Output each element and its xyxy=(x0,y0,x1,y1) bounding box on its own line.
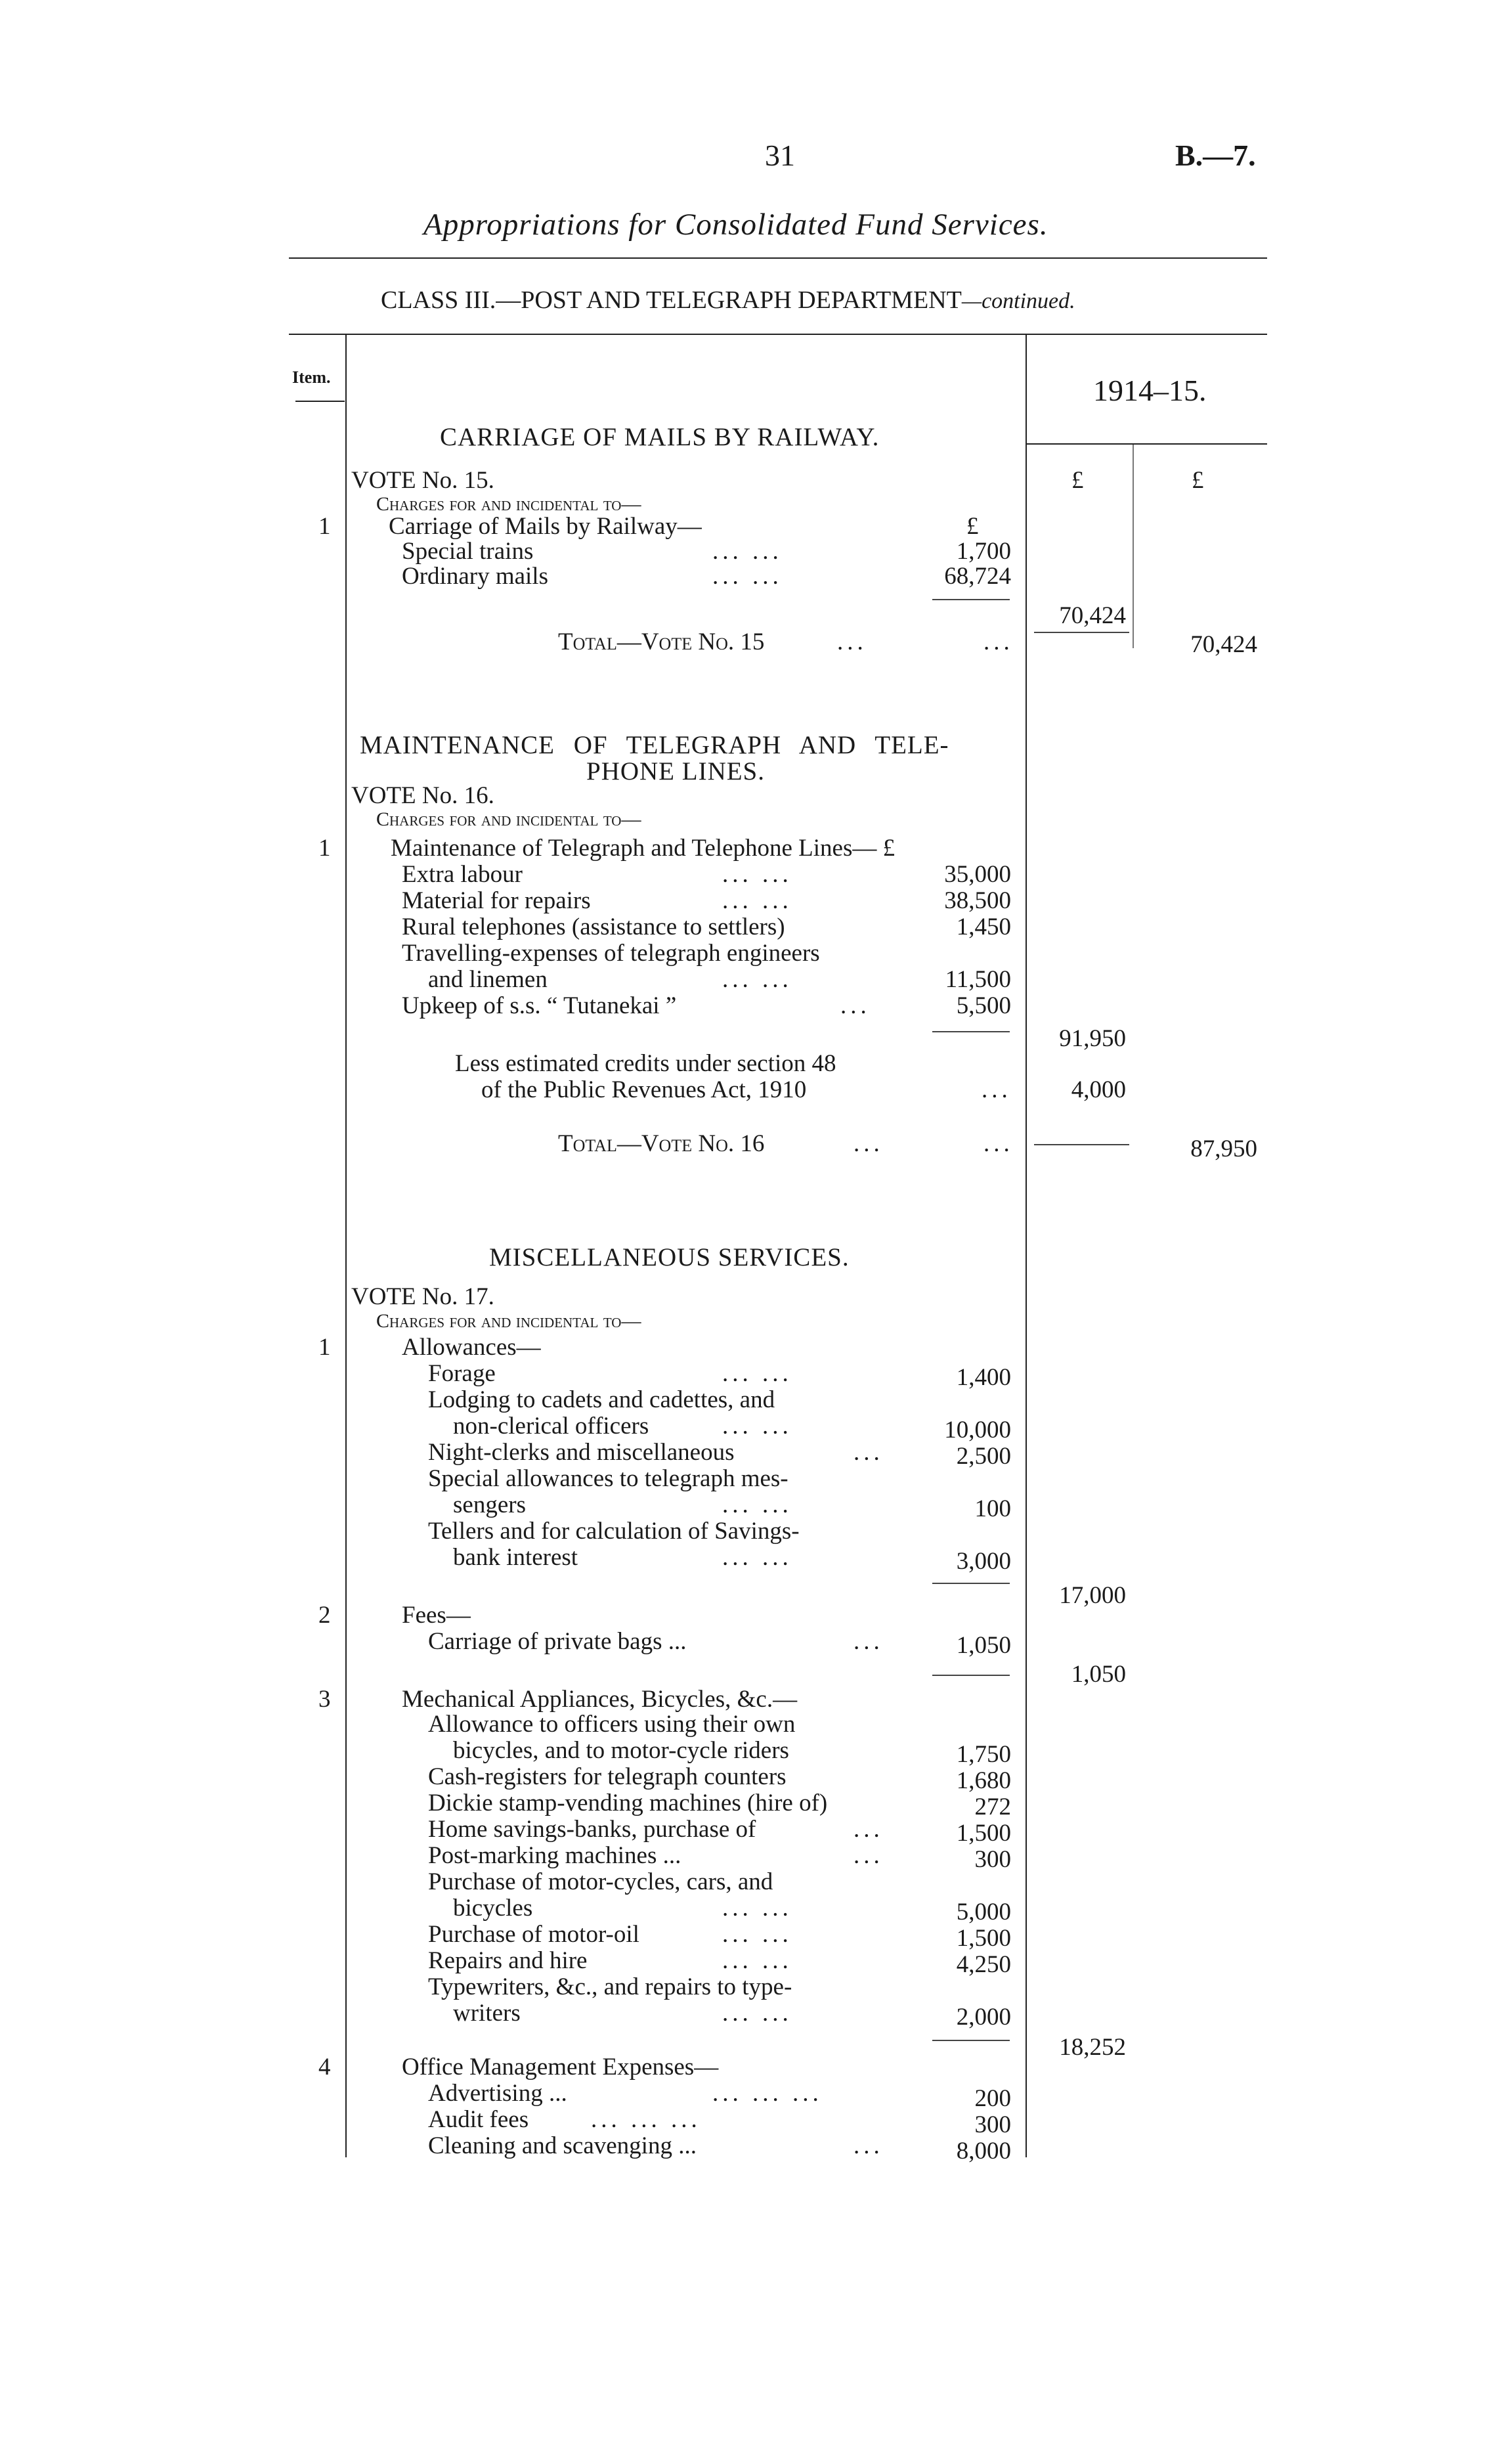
year-header-rule xyxy=(1027,443,1267,445)
vote17-forage-value: 1,400 xyxy=(956,1364,1011,1391)
vote17-motor-oil-value: 1,500 xyxy=(956,1925,1011,1952)
subtotal-rule xyxy=(932,1031,1010,1032)
vote17-heading: MISCELLANEOUS SERVICES. xyxy=(489,1243,850,1271)
leader-dots: ... xyxy=(837,628,867,655)
vote17-mech-total: 18,252 xyxy=(1059,2034,1126,2061)
vote17-cash-reg-value: 1,680 xyxy=(956,1767,1011,1794)
vote17-post-marking: Post-marking machines ... xyxy=(428,1842,681,1869)
vote17-allow-bikes-value: 1,750 xyxy=(956,1741,1011,1768)
year-subcolumn-divider xyxy=(1133,445,1134,648)
vote17-cleaning: Cleaning and scavenging ... xyxy=(428,2132,697,2159)
class-title-suffix: —continued. xyxy=(961,289,1075,313)
vote17-purchase-1: Purchase of motor-cycles, cars, and xyxy=(428,1868,773,1895)
leader-dots: ... xyxy=(983,1130,1014,1157)
vote17-charges: Charges for and incidental to— xyxy=(376,1310,641,1332)
vote17-tellers-2: bank interest xyxy=(453,1544,578,1571)
vote17-typewriters-value: 2,000 xyxy=(956,2004,1011,2031)
vote17-cash-reg: Cash-registers for telegraph counters xyxy=(428,1763,787,1790)
leader-dots: ... xyxy=(853,1816,884,1843)
subtotal-rule xyxy=(932,599,1010,600)
table-top-rule xyxy=(289,334,1267,335)
vote17-audit-value: 300 xyxy=(974,2111,1011,2138)
vote17-forage: Forage xyxy=(428,1360,496,1387)
item-column-divider xyxy=(345,335,347,2157)
leader-dots: ... ... xyxy=(722,861,792,888)
vote16-less-1: Less estimated credits under section 48 xyxy=(455,1050,836,1077)
vote16-upkeep-value: 5,500 xyxy=(956,992,1011,1019)
vote17-night-value: 2,500 xyxy=(956,1443,1011,1470)
vote17-lodging-1: Lodging to cadets and cadettes, and xyxy=(428,1386,775,1413)
leader-dots: ... ... xyxy=(722,1947,792,1974)
vote17-item2-no: 2 xyxy=(318,1602,331,1629)
vote17-advertising-value: 200 xyxy=(974,2085,1011,2112)
vote17-allowances-total: 17,000 xyxy=(1059,1582,1126,1609)
vote16-extra-labour-value: 35,000 xyxy=(944,861,1011,888)
vote17-private-bags: Carriage of private bags ... xyxy=(428,1628,687,1655)
vote15-total: 70,424 xyxy=(1190,631,1257,658)
vote16-rural: Rural telephones (assistance to settlers) xyxy=(402,913,785,940)
leader-dots: ... ... ... xyxy=(712,2080,823,2107)
vote15-ordinary-mails-value: 68,724 xyxy=(944,563,1011,590)
leader-dots: ... xyxy=(840,992,871,1019)
leader-dots: ... xyxy=(853,1130,884,1157)
item-header-rule xyxy=(295,401,345,402)
vote17-lodging-value: 10,000 xyxy=(944,1417,1011,1443)
vote16-material-value: 38,500 xyxy=(944,887,1011,914)
leader-dots: ... xyxy=(853,1628,884,1655)
vote16-heading-line2: PHONE LINES. xyxy=(586,757,765,785)
vote17-audit: Audit fees xyxy=(428,2106,529,2133)
vote17-night: Night-clerks and miscellaneous xyxy=(428,1439,735,1466)
vote16-less-2: of the Public Revenues Act, 1910 xyxy=(481,1076,807,1103)
vote17-post-marking-value: 300 xyxy=(974,1846,1011,1873)
vote17-advertising: Advertising ... xyxy=(428,2080,567,2107)
vote17-special-value: 100 xyxy=(974,1495,1011,1522)
leader-dots: ... xyxy=(983,628,1014,655)
vote16-less-value: 4,000 xyxy=(1071,1076,1126,1103)
vote17-cleaning-value: 8,000 xyxy=(956,2138,1011,2165)
page-number: 31 xyxy=(765,139,795,172)
vote17-lodging-2: non-clerical officers xyxy=(453,1413,649,1440)
subtotal-rule xyxy=(932,1675,1010,1676)
vote17-purchase-2: bicycles xyxy=(453,1895,533,1922)
vote15-currency: £ xyxy=(966,513,979,540)
vote15-number: VOTE No. 15. xyxy=(351,467,494,494)
vote16-heading-line1: MAINTENANCE OF TELEGRAPH AND TELE- xyxy=(360,731,949,759)
vote16-charges: Charges for and incidental to— xyxy=(376,808,641,830)
vote15-heading: CARRIAGE OF MAILS BY RAILWAY. xyxy=(440,423,880,451)
vote15-special-trains: Special trains xyxy=(402,538,534,565)
vote15-item-no: 1 xyxy=(318,513,331,540)
leader-dots: ... ... xyxy=(722,2000,792,2027)
vote17-repairs-value: 4,250 xyxy=(956,1951,1011,1978)
vote17-fees-total: 1,050 xyxy=(1071,1661,1126,1688)
leader-dots: ... xyxy=(982,1076,1012,1103)
subtotal-rule xyxy=(932,1583,1010,1584)
vote16-travelling-value: 11,500 xyxy=(945,966,1011,993)
vote17-number: VOTE No. 17. xyxy=(351,1283,494,1310)
vote17-dickie-value: 272 xyxy=(974,1794,1011,1820)
leader-dots: ... ... xyxy=(722,1921,792,1948)
vote17-item4-no: 4 xyxy=(318,2054,331,2080)
item-column-header: Item. xyxy=(292,368,331,387)
vote16-subtotal: 91,950 xyxy=(1059,1025,1126,1052)
vote17-home-savings: Home savings-banks, purchase of xyxy=(428,1816,756,1843)
leader-dots: ... ... xyxy=(712,563,783,590)
total-rule xyxy=(1034,632,1129,633)
document-reference: B.—7. xyxy=(1175,139,1256,172)
vote17-dickie: Dickie stamp-vending machines (hire of) xyxy=(428,1790,828,1816)
leader-dots: ... ... ... xyxy=(591,2106,701,2133)
subtotal-rule xyxy=(932,2040,1010,2041)
leader-dots: ... ... xyxy=(722,1413,792,1440)
vote17-motor-oil: Purchase of motor-oil xyxy=(428,1921,639,1948)
vote17-tellers-value: 3,000 xyxy=(956,1548,1011,1575)
page-title: Appropriations for Consolidated Fund Services. xyxy=(423,208,1048,242)
vote15-charges: Charges for and incidental to— xyxy=(376,493,641,515)
vote16-travelling-1: Travelling-expenses of telegraph engineers xyxy=(402,940,820,967)
leader-dots: ... ... xyxy=(722,1491,792,1518)
vote17-special-2: sengers xyxy=(453,1491,526,1518)
vote16-total: 87,950 xyxy=(1190,1135,1257,1162)
leader-dots: ... xyxy=(853,1842,884,1869)
currency-column-2: £ xyxy=(1192,467,1204,494)
vote16-rural-value: 1,450 xyxy=(956,913,1011,940)
vote15-total-label: Total—Vote No. 15 xyxy=(558,628,765,655)
vote17-typewriters-1: Typewriters, &c., and repairs to type- xyxy=(428,1973,792,2000)
vote15-ordinary-mails: Ordinary mails xyxy=(402,563,548,590)
total-rule xyxy=(1034,1144,1129,1145)
vote17-item3-no: 3 xyxy=(318,1686,331,1713)
vote16-extra-labour: Extra labour xyxy=(402,861,523,888)
vote17-special-1: Special allowances to telegraph mes- xyxy=(428,1465,788,1492)
vote17-item1-no: 1 xyxy=(318,1334,331,1361)
leader-dots: ... ... xyxy=(712,538,783,565)
leader-dots: ... ... xyxy=(722,887,792,914)
vote15-item-label: Carriage of Mails by Railway— xyxy=(389,513,702,540)
vote17-allowances: Allowances— xyxy=(402,1334,541,1361)
vote17-allow-bikes-2: bicycles, and to motor-cycle riders xyxy=(453,1737,789,1764)
vote16-item-label: Maintenance of Telegraph and Telephone Lines— £ xyxy=(391,835,896,862)
vote16-number: VOTE No. 16. xyxy=(351,782,494,809)
vote17-home-savings-value: 1,500 xyxy=(956,1820,1011,1847)
title-rule xyxy=(289,257,1267,259)
leader-dots: ... ... xyxy=(722,1895,792,1922)
year-header: 1914–15. xyxy=(1093,374,1207,407)
vote17-office: Office Management Expenses— xyxy=(402,2054,719,2080)
vote17-purchase-value: 5,000 xyxy=(956,1899,1011,1926)
vote17-typewriters-2: writers xyxy=(453,2000,521,2027)
vote16-total-label: Total—Vote No. 16 xyxy=(558,1130,765,1157)
vote17-tellers-1: Tellers and for calculation of Savings- xyxy=(428,1518,800,1545)
vote17-private-bags-value: 1,050 xyxy=(956,1632,1011,1659)
leader-dots: ... xyxy=(853,1439,884,1466)
vote16-upkeep: Upkeep of s.s. “ Tutanekai ” xyxy=(402,992,677,1019)
vote15-subtotal: 70,424 xyxy=(1059,602,1126,629)
vote17-repairs: Repairs and hire xyxy=(428,1947,588,1974)
leader-dots: ... xyxy=(853,2132,884,2159)
leader-dots: ... ... xyxy=(722,1360,792,1387)
class-title xyxy=(381,286,1075,315)
class-title-text: CLASS III.—POST AND TELEGRAPH DEPARTMENT xyxy=(381,286,962,314)
vote17-allow-bikes-1: Allowance to officers using their own xyxy=(428,1711,796,1738)
vote15-special-trains-value: 1,700 xyxy=(956,538,1011,565)
vote17-mech: Mechanical Appliances, Bicycles, &c.— xyxy=(402,1686,798,1713)
vote17-fees: Fees— xyxy=(402,1602,471,1629)
leader-dots: ... ... xyxy=(722,1544,792,1571)
vote16-material: Material for repairs xyxy=(402,887,591,914)
year-column-divider xyxy=(1026,335,1027,2157)
vote16-item-no: 1 xyxy=(318,835,331,862)
leader-dots: ... ... xyxy=(722,966,792,993)
vote16-travelling-2: and linemen xyxy=(428,966,548,993)
currency-column-1: £ xyxy=(1071,467,1084,494)
